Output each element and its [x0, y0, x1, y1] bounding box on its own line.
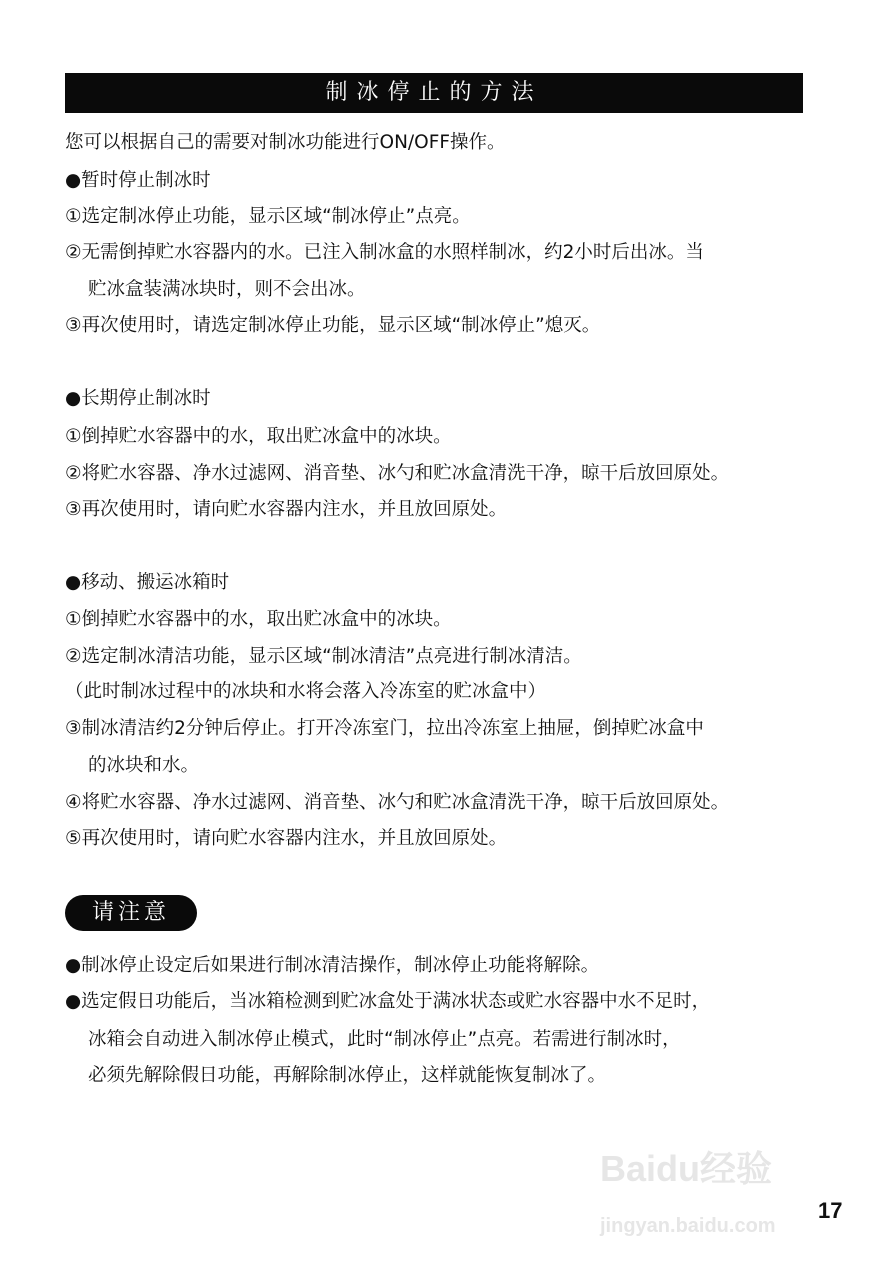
watermark-url: jingyan.baidu.com [600, 1215, 776, 1237]
step: ③再次使用时，请选定制冰停止功能，显示区域“制冰停止”熄灭。 [65, 315, 601, 336]
notice-item-continued: 必须先解除假日功能，再解除制冰停止，这样就能恢复制冰了。 [88, 1065, 607, 1086]
notice-item: ●选定假日功能后，当冰箱检测到贮冰盒处于满冰状态或贮水容器中水不足时， [65, 991, 711, 1012]
notice-item: ●制冰停止设定后如果进行制冰清洁操作，制冰停止功能将解除。 [65, 955, 600, 976]
section-heading: ●长期停止制冰时 [65, 388, 211, 409]
step: ①倒掉贮水容器中的水，取出贮冰盒中的冰块。 [65, 426, 452, 447]
step: ③制冰清洁约2分钟后停止。打开冷冻室门，拉出冷冻室上抽屉，倒掉贮冰盒中 [65, 718, 704, 739]
step: ⑤再次使用时，请向贮水容器内注水，并且放回原处。 [65, 828, 508, 849]
step: ①倒掉贮水容器中的水，取出贮冰盒中的冰块。 [65, 609, 452, 630]
step: ②将贮水容器、净水过滤网、消音垫、冰勺和贮冰盒清洗干净，晾干后放回原处。 [65, 463, 730, 484]
page-number: 17 [818, 1198, 843, 1223]
section-heading: ●移动、搬运冰箱时 [65, 572, 230, 593]
step: ④将贮水容器、净水过滤网、消音垫、冰勺和贮冰盒清洗干净，晾干后放回原处。 [65, 792, 730, 813]
section-title-bar: 制冰停止的方法 [65, 73, 803, 113]
notice-item-continued: 冰箱会自动进入制冰停止模式，此时“制冰停止”点亮。若需进行制冰时， [88, 1029, 681, 1050]
notice-label: 请注意 [65, 895, 197, 931]
intro-text: 您可以根据自己的需要对制冰功能进行ON/OFF操作。 [65, 132, 506, 153]
step: ③再次使用时，请向贮水容器内注水，并且放回原处。 [65, 499, 508, 520]
watermark-logo: Baidu经验 [600, 1148, 773, 1189]
step: ②无需倒掉贮水容器内的水。已注入制冰盒的水照样制冰，约2小时后出冰。当 [65, 242, 704, 263]
section-heading: ●暂时停止制冰时 [65, 170, 211, 191]
step: ②选定制冰清洁功能，显示区域“制冰清洁”点亮进行制冰清洁。 [65, 646, 582, 667]
step-continued: 的冰块和水。 [88, 755, 200, 776]
step-note: （此时制冰过程中的冰块和水将会落入冷冻室的贮冰盒中） [65, 681, 547, 702]
step-continued: 贮冰盒装满冰块时，则不会出冰。 [88, 279, 366, 300]
step: ①选定制冰停止功能，显示区域“制冰停止”点亮。 [65, 206, 471, 227]
